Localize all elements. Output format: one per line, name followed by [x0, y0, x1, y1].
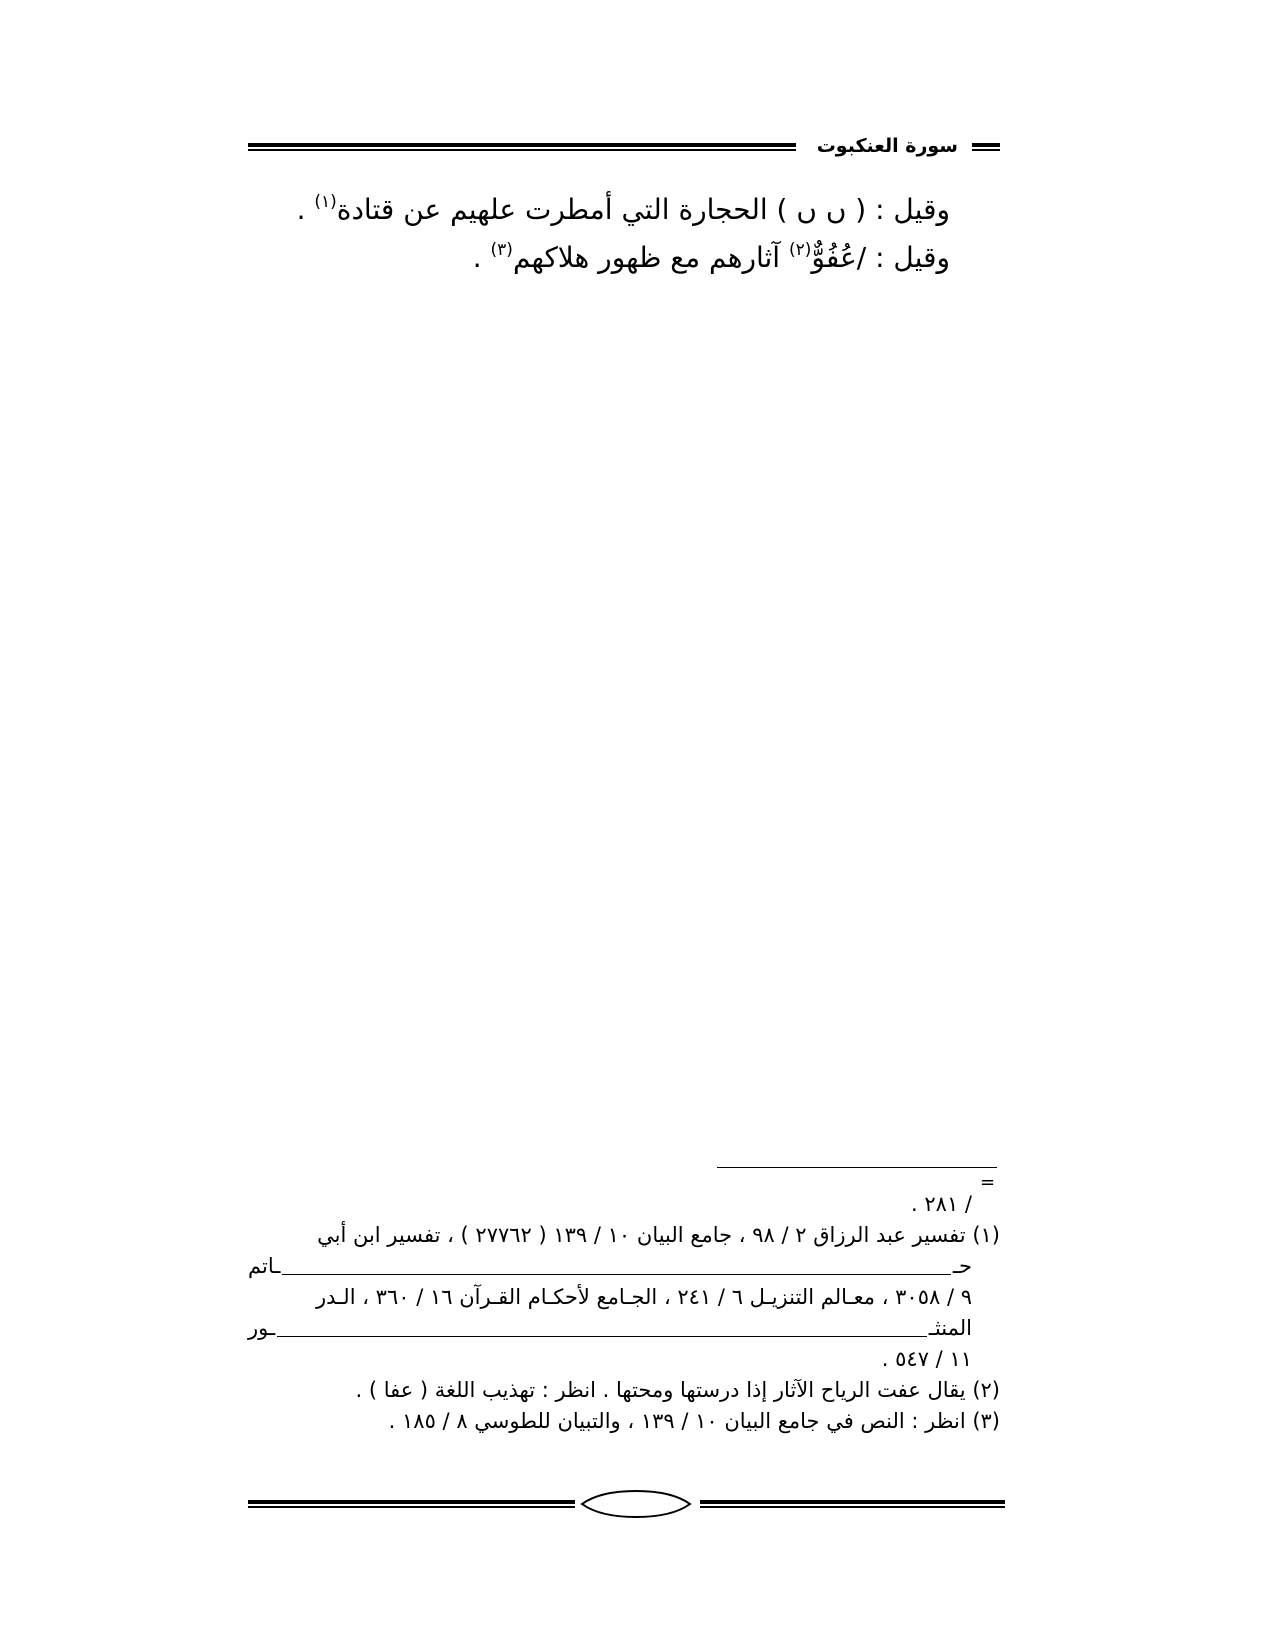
footnote-ref-3: (٣) [490, 240, 513, 260]
footnotes [248, 1189, 1000, 1437]
main-line-1: وقيل : ( ں ں ) الحجارة التي أمطرت علهيم عن قتادة$^{(١)}$ . [296, 192, 950, 226]
footnote-2: (٢) يقال عفت الرياح الآثار إذا درستها ومحتها . انظر : تهذيب اللغة ( عفا ) . [355, 1378, 1000, 1402]
header-rule-left [248, 143, 796, 152]
footnote-separator [717, 1167, 997, 1168]
main-line-2: وقيل : /عُفُوٌّ$^{(٢)}$ آثارهم مع ظهور هلاكهم$^{(٣)}$ . [472, 240, 950, 274]
footer-rule-left [248, 1500, 575, 1509]
header-rule-right [972, 143, 1000, 152]
footnote-1-line-1: (١) تفسير عبد الرزاق ٢ / ٩٨ ، جامع البيان ١٠ / ١٣٩ ( ٢٧٧٦٢ ) ، تفسير ابن أبي [317, 1223, 1000, 1247]
footnote-3: (٣) انظر : النص في جامع البيان ١٠ / ١٣٩ ، والتبيان للطوسي ٨ / ١٨٥ . [388, 1409, 1000, 1433]
footnote-1-line-4: المنثـ ـور [248, 1316, 972, 1340]
page-number-oval [580, 1490, 692, 1518]
footer-rule-right [700, 1500, 1005, 1509]
footnote-1-line-2: حـ ـاتم [248, 1254, 972, 1278]
footnote-1-line-5: ١١ / ٥٤٧ . [881, 1347, 972, 1371]
surah-title: سورة العنكبوت [816, 135, 958, 157]
footnote-carryover: / ٢٨١ . [911, 1192, 972, 1216]
continuation-mark: = [980, 1172, 996, 1193]
footnote-1-line-3: ٩ / ٣٠٥٨ ، معـالم التنزيـل ٦ / ٢٤١ ، الجـامع لأحكـام القـرآن ١٦ / ٣٦٠ ، الـدر [315, 1285, 972, 1309]
page-footer [248, 1490, 1005, 1530]
page-header [248, 131, 1000, 161]
footnote-ref-1: (١) [314, 192, 337, 212]
footnote-ref-2: (٢) [789, 240, 812, 260]
main-text [296, 186, 950, 282]
